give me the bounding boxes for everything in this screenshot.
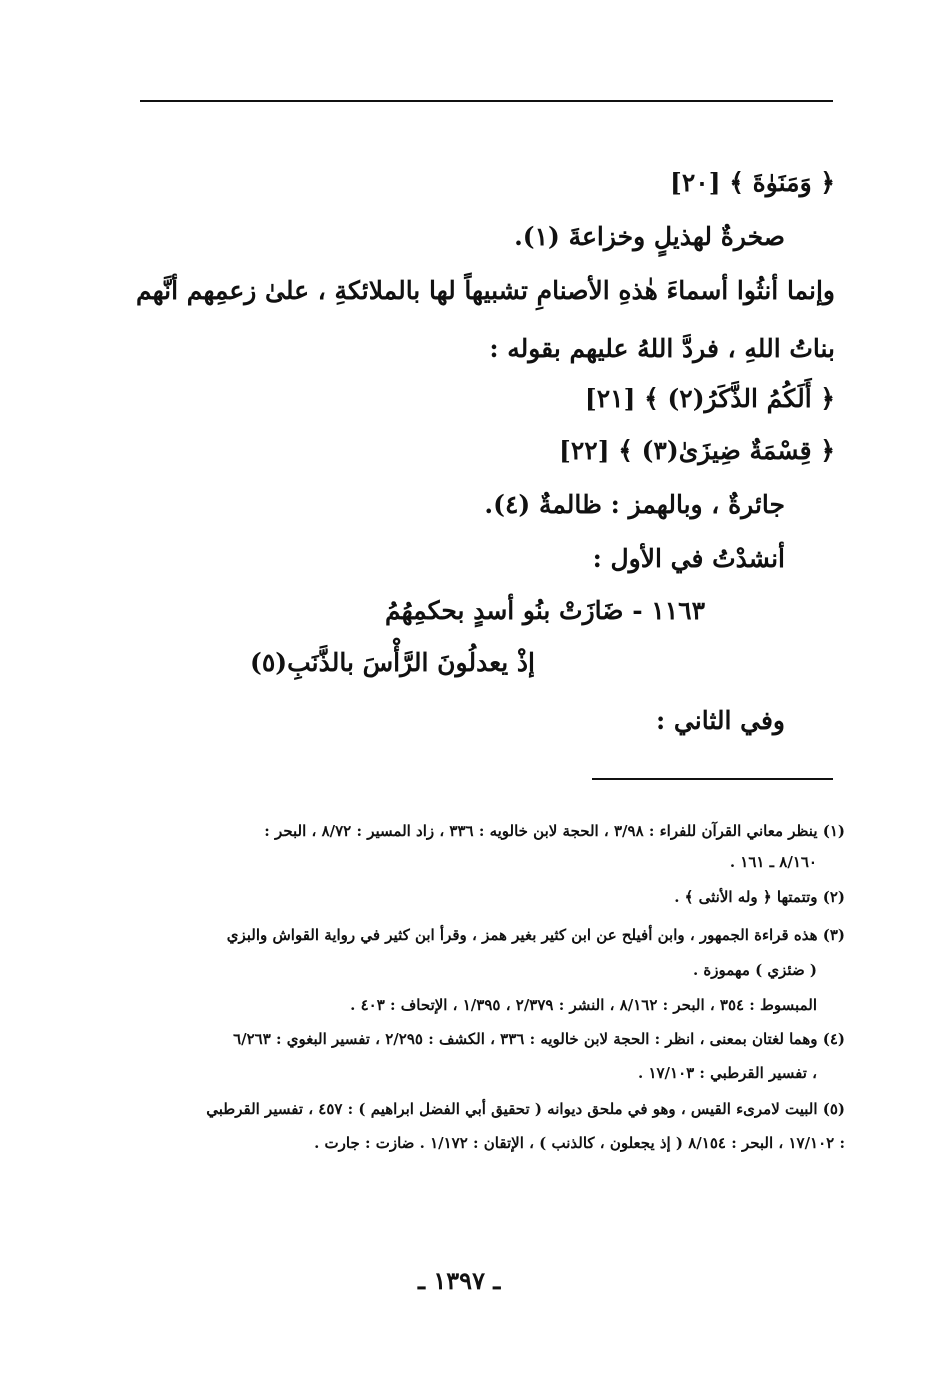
text-line: صخرةٌ لهذيلٍ وخزاعةَ (١). bbox=[514, 222, 785, 251]
text-line: وإنما أنثُوا أسماءَ هٰذهِ الأصنامِ تشبيهاً لها بالملائكةِ ، علىٰ زعمِهم أنَّهم bbox=[135, 276, 835, 305]
top-rule bbox=[140, 100, 833, 102]
verse-22: ﴿ قِسْمَةٌ ضِيزَىٰ(٣) ﴾ [٢٢] bbox=[559, 436, 835, 465]
verse-20: ﴿ وَمَنَوٰةَ ﴾ [٢٠] bbox=[670, 168, 835, 197]
text-line: وفي الثاني : bbox=[655, 706, 785, 735]
poem-verse-first-hemistich: ١١٦٣ - ضَازَتْ بنُو أسدٍ بحكمِهُمُ bbox=[384, 596, 705, 625]
text-line: بناتُ اللهِ ، فردَّ اللهُ عليهم بقوله : bbox=[489, 334, 835, 363]
verse-21: ﴿ أَلَكُمُ الذَّكَرُ(٢) ﴾ [٢١] bbox=[584, 384, 835, 413]
footnote-1: (١) ينظر معاني القرآن للفراء : ٣/٩٨ ، الحجة لابن خالويه : ٣٣٦ ، زاد المسير : ٨/٧٢ ، البحر : bbox=[264, 822, 845, 840]
footnote-3-cont: ( ضئزي ) مهموزة . bbox=[692, 961, 817, 979]
footnote-rule bbox=[592, 778, 833, 780]
text-line: أنشدْتُ في الأول : bbox=[592, 544, 785, 573]
page-number: ـ ١٣٩٧ ـ bbox=[418, 1266, 501, 1295]
footnote-3: (٣) هذه قراءة الجمهور ، وابن أفيلح عن ابن كثير بغير همز ، وقرأ ابن كثير في رواية القواش والبزي bbox=[226, 926, 845, 944]
poem-verse-second-hemistich: إذْ يعدلُونَ الرَّأْسَ بالذَّنَبِ(٥) bbox=[250, 648, 535, 677]
footnote-4: (٤) وهما لغتان بمعنى ، انظر : الحجة لابن خالويه : ٣٣٦ ، الكشف : ٢/٢٩٥ ، تفسير البغوي : ٦/٢٦٣ bbox=[233, 1030, 845, 1048]
footnote-4-cont: ، تفسير القرطبي : ١٧/١٠٣ . bbox=[637, 1064, 817, 1082]
text-line: جائرةٌ ، وبالهمز : ظالمةٌ (٤). bbox=[484, 490, 785, 519]
footnote-5-cont: : ١٧/١٠٢ ، البحر : ٨/١٥٤ ( إذ يجعلون ، كالذنب ) ، الإتقان : ١/١٧٢ . ضازت : جارت . bbox=[314, 1134, 845, 1152]
footnote-1-cont: ٨/١٦٠ ـ ١٦١ . bbox=[729, 853, 817, 871]
footnote-2: (٢) وتتمتها ﴿ وله الأنثى ﴾ . bbox=[674, 888, 845, 906]
footnote-5: (٥) البيت لامرىء القيس ، وهو في ملحق ديوانه ( تحقيق أبي الفضل ابراهيم ) : ٤٥٧ ، تفسير القرطبي bbox=[206, 1100, 845, 1118]
footnote-3-refs: المبسوط : ٣٥٤ ، البحر : ٨/١٦٢ ، النشر : ٢/٣٧٩ ، ١/٣٩٥ ، الإتحاف : ٤٠٣ . bbox=[350, 996, 817, 1014]
